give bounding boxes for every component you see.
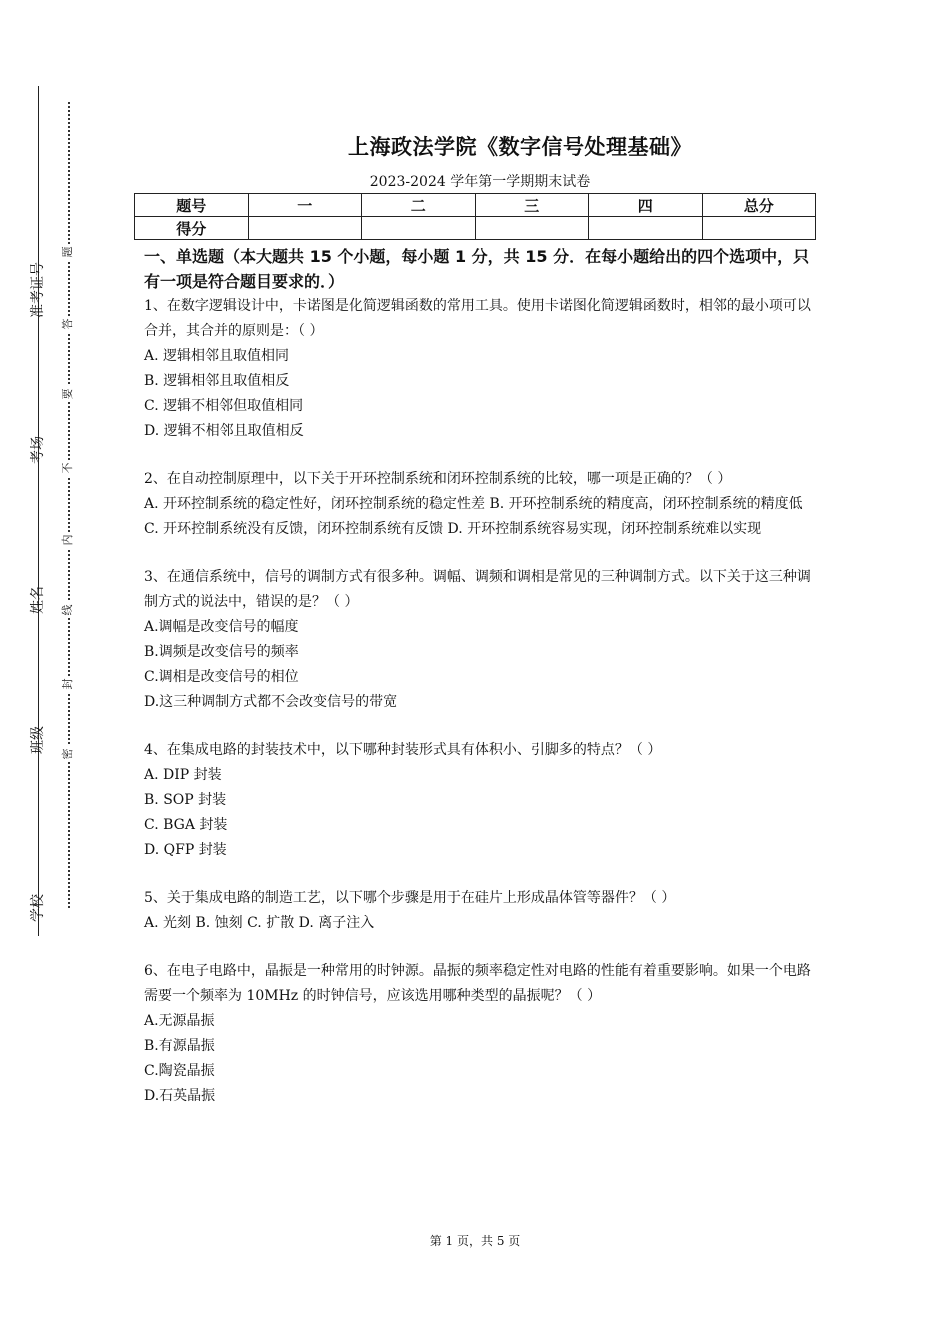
option: B.有源晶振 bbox=[144, 1038, 215, 1054]
school-label: 学校 bbox=[30, 894, 46, 922]
binding-dotted-line bbox=[68, 102, 70, 908]
option: B.调频是改变信号的频率 bbox=[144, 644, 299, 660]
option: B. SOP 封装 bbox=[144, 792, 227, 808]
exam-title: 上海政法学院《数字信号处理基础》 bbox=[348, 135, 692, 159]
score-input-cell[interactable] bbox=[702, 217, 816, 240]
score-row-label: 得分 bbox=[135, 217, 249, 240]
score-input-cell[interactable] bbox=[248, 217, 362, 240]
exam-content bbox=[144, 244, 814, 1109]
score-header-cell: 三 bbox=[475, 194, 589, 217]
question-stem: 3、在通信系统中，信号的调制方式有很多种。调幅、调频和调相是常见的三种调制方式。以下关于这三种调制方式的说法中，错误的是？（ ） bbox=[144, 569, 811, 610]
question-stem: 5、关于集成电路的制造工艺，以下哪个步骤是用于在硅片上形成晶体管等器件？（ ） bbox=[144, 890, 676, 906]
option: C.调相是改变信号的相位 bbox=[144, 669, 299, 685]
score-header-cell: 题号 bbox=[135, 194, 249, 217]
score-header-cell: 一 bbox=[248, 194, 362, 217]
exam-room-label: 考场 bbox=[30, 436, 46, 464]
question-3 bbox=[144, 565, 814, 715]
exam-number-label: 准考证号 bbox=[30, 262, 46, 318]
option: B. 逻辑相邻且取值相反 bbox=[144, 373, 290, 389]
seal-char: 封 bbox=[60, 676, 76, 692]
section-heading: 一、单选题（本大题共 15 个小题，每小题 1 分，共 15 分．在每小题给出的四个选项中，只有一项是符合题目要求的．） bbox=[144, 247, 810, 291]
score-table-score-row bbox=[135, 217, 816, 240]
option: C. 逻辑不相邻但取值相同 bbox=[144, 398, 304, 414]
score-header-cell: 总分 bbox=[702, 194, 816, 217]
option: D. QFP 封装 bbox=[144, 842, 227, 858]
seal-char: 内 bbox=[60, 532, 76, 548]
name-label: 姓名 bbox=[30, 586, 46, 614]
question-2 bbox=[144, 467, 814, 542]
score-header-cell: 四 bbox=[589, 194, 703, 217]
option: C. BGA 封装 bbox=[144, 817, 228, 833]
score-input-cell[interactable] bbox=[475, 217, 589, 240]
option: A.调幅是改变信号的幅度 bbox=[144, 619, 299, 635]
question-5 bbox=[144, 886, 814, 936]
question-stem: 1、在数字逻辑设计中，卡诺图是化简逻辑函数的常用工具。使用卡诺图化简逻辑函数时，相邻的最小项可以合并，其合并的原则是：（ ） bbox=[144, 298, 811, 339]
question-stem: 2、在自动控制原理中，以下关于开环控制系统和闭环控制系统的比较，哪一项是正确的？（ ） bbox=[144, 471, 732, 487]
page-number: 第 1 页，共 5 页 bbox=[429, 1234, 521, 1248]
option: A. DIP 封装 bbox=[144, 767, 222, 783]
score-header-cell: 二 bbox=[362, 194, 476, 217]
option: C.陶瓷晶振 bbox=[144, 1063, 215, 1079]
score-input-cell[interactable] bbox=[589, 217, 703, 240]
class-label: 班级 bbox=[30, 726, 46, 754]
question-4 bbox=[144, 738, 814, 863]
seal-char: 密 bbox=[60, 746, 76, 762]
option: D.这三种调制方式都不会改变信号的带宽 bbox=[144, 694, 398, 710]
option: A. 光刻 B. 蚀刻 C. 扩散 D. 离子注入 bbox=[144, 915, 375, 931]
score-table-header-row bbox=[135, 194, 816, 217]
question-stem: 4、在集成电路的封装技术中，以下哪种封装形式具有体积小、引脚多的特点？（ ） bbox=[144, 742, 662, 758]
option: A. 开环控制系统的稳定性好，闭环控制系统的稳定性差 B. 开环控制系统的精度高，闭环控制系统的精度低 C. 开环控制系统没有反馈，闭环控制系统有反馈 D. 开环控制系统容易实现，闭环控制系统难以实现 bbox=[144, 496, 803, 537]
question-stem: 6、在电子电路中，晶振是一种常用的时钟源。晶振的频率稳定性对电路的性能有着重要影响。如果一个电路需要一个频率为 10MHz 的时钟信号，应该选用哪种类型的晶振呢？（ ） bbox=[144, 963, 811, 1004]
option: D.石英晶振 bbox=[144, 1088, 216, 1104]
question-6 bbox=[144, 959, 814, 1109]
option: D. 逻辑不相邻且取值相反 bbox=[144, 423, 304, 439]
seal-char: 不 bbox=[60, 460, 76, 476]
exam-subtitle: 2023-2024 学年第一学期期末试卷 bbox=[369, 174, 591, 190]
option: A. 逻辑相邻且取值相同 bbox=[144, 348, 290, 364]
seal-char: 题 bbox=[60, 244, 76, 260]
score-table bbox=[134, 193, 816, 240]
seal-char: 要 bbox=[60, 386, 76, 402]
question-1 bbox=[144, 294, 814, 444]
seal-char: 答 bbox=[60, 316, 76, 332]
binding-solid-line bbox=[38, 86, 39, 936]
seal-char: 线 bbox=[60, 602, 76, 618]
score-input-cell[interactable] bbox=[362, 217, 476, 240]
option: A.无源晶振 bbox=[144, 1013, 215, 1029]
